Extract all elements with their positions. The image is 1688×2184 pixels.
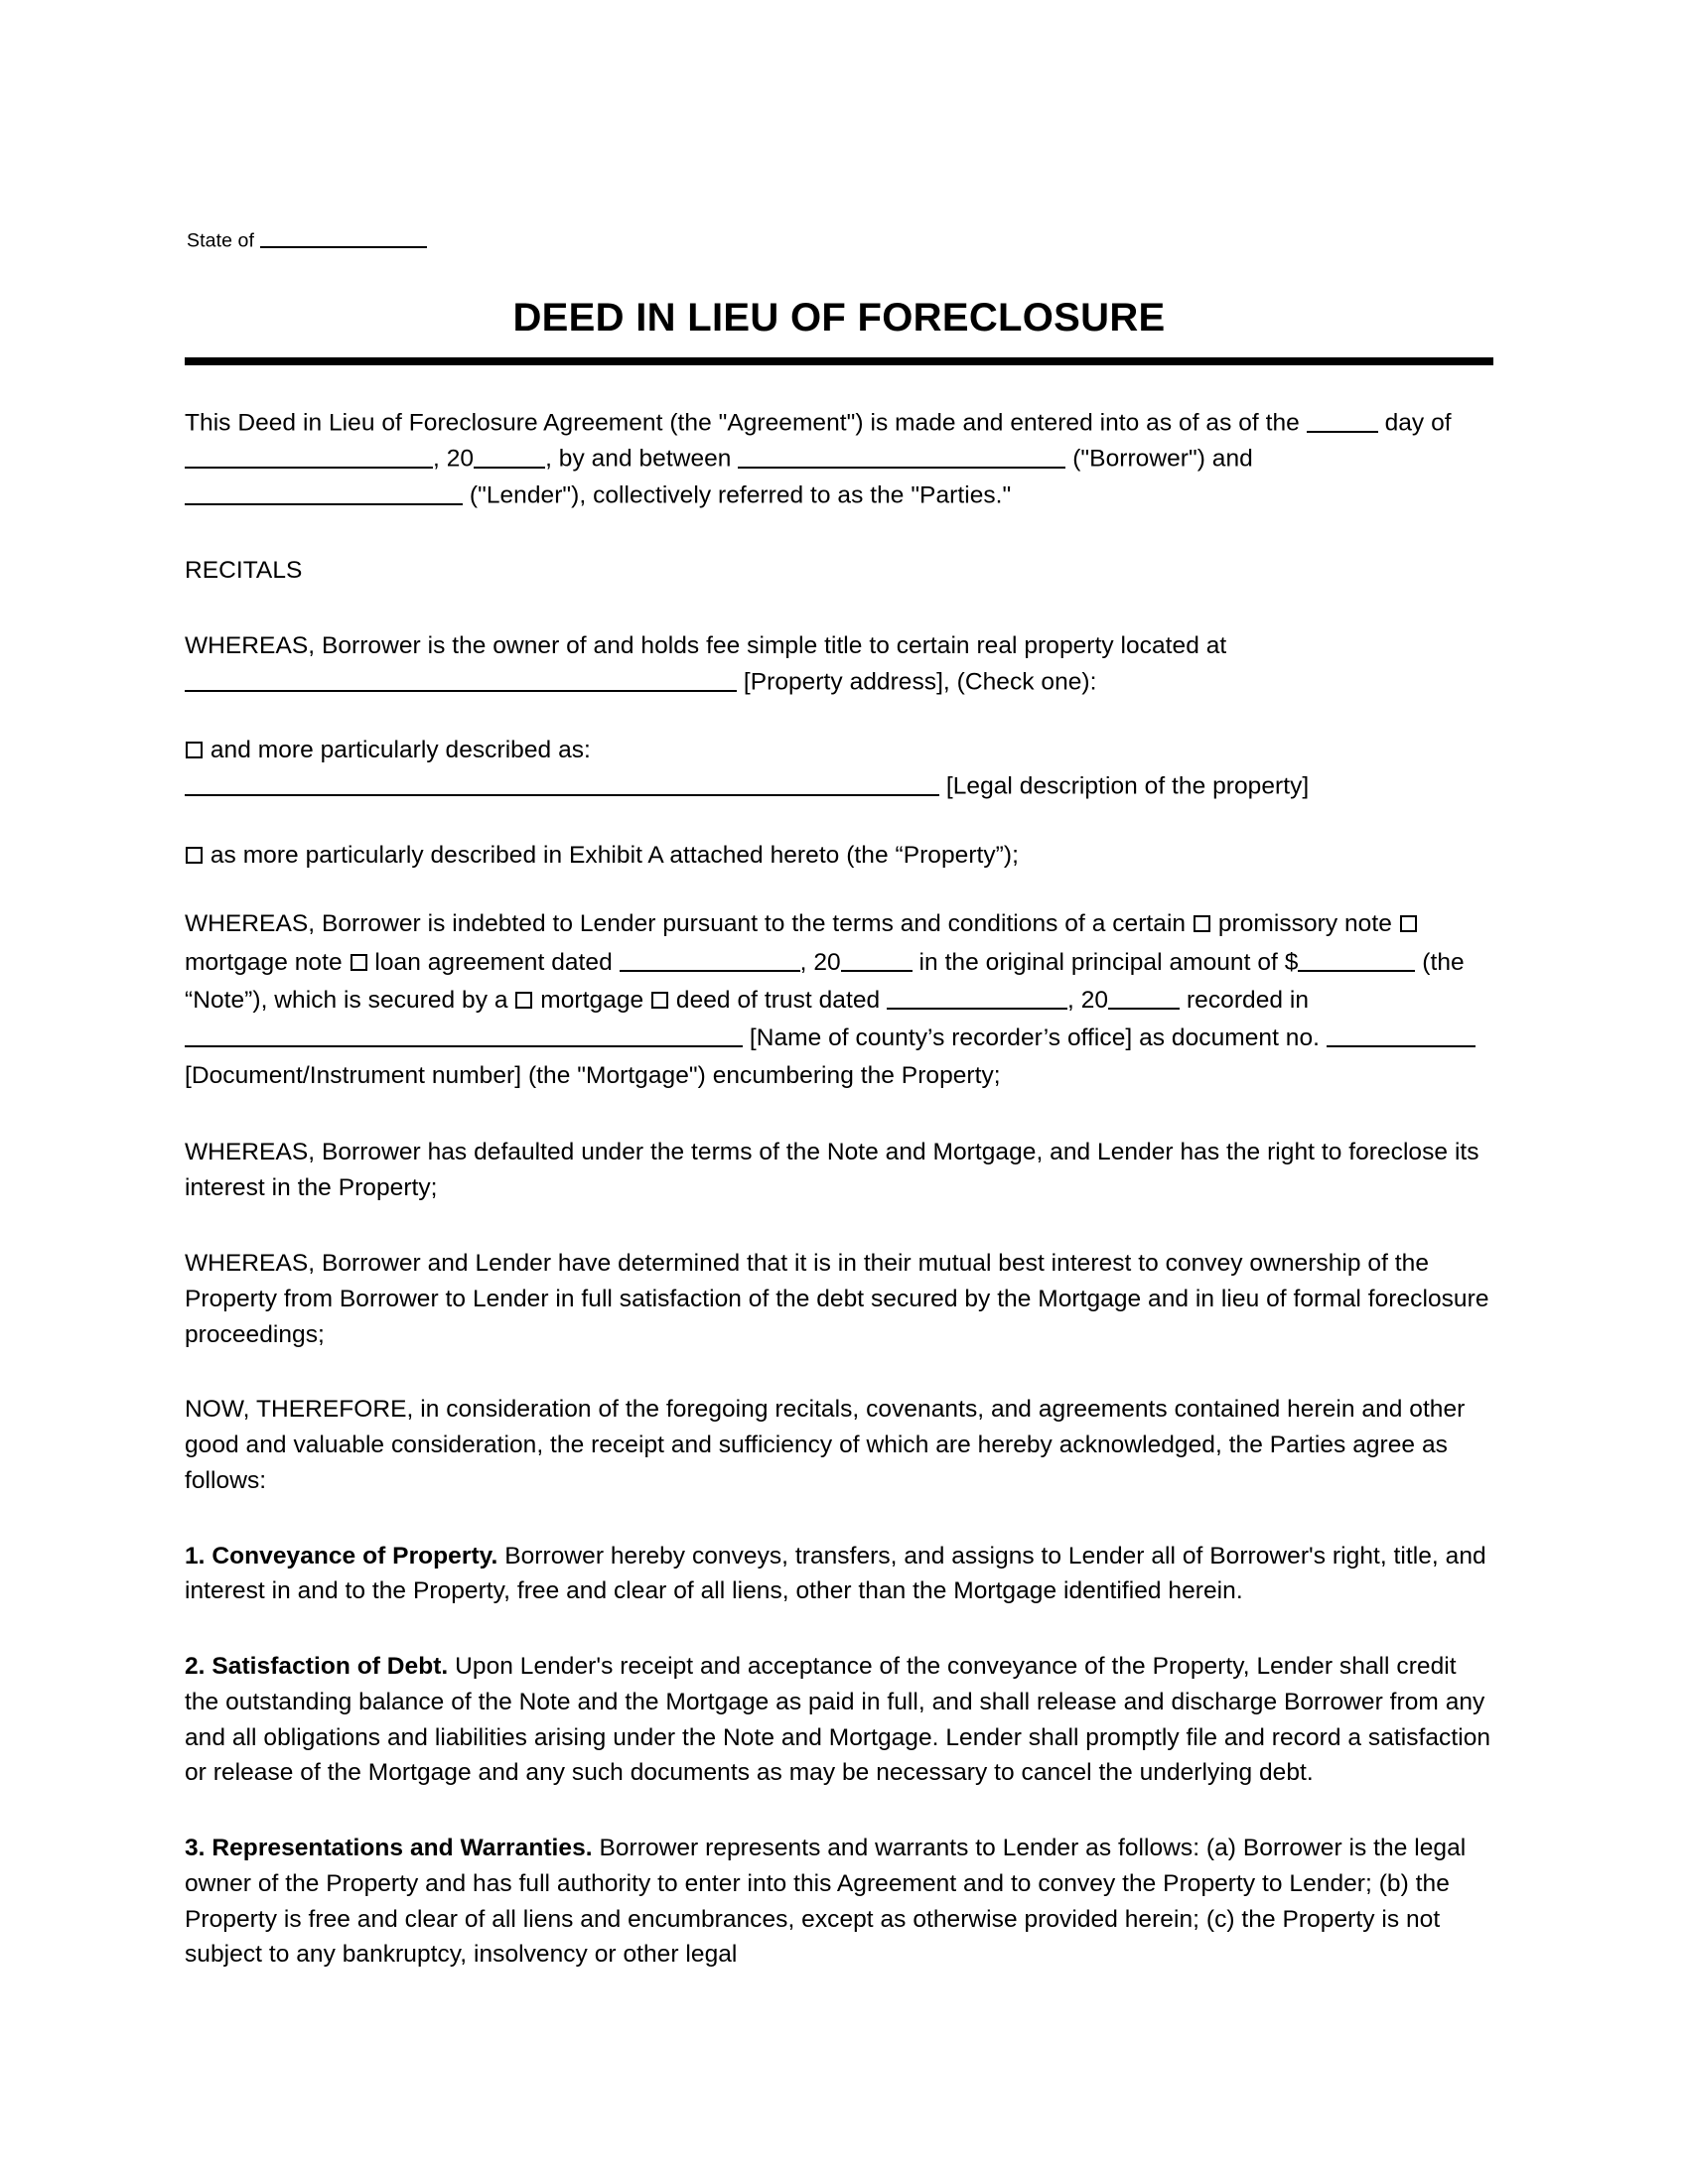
borrower-name-blank-field[interactable] (738, 441, 1065, 469)
recorder-office-blank-field[interactable] (185, 1020, 743, 1047)
intro-segment-7: ("Lender"), collectively referred to as the "Parties." (469, 481, 1012, 509)
spacer (185, 1095, 1493, 1135)
recital-2-segment-4: loan agreement dated (374, 948, 613, 976)
recital-paragraph-2 (185, 905, 1493, 1095)
document-number-blank-field[interactable] (1327, 1020, 1476, 1047)
loan-year-blank-field[interactable] (841, 944, 913, 972)
section-1 (185, 1539, 1493, 1610)
mortgage-date-blank-field[interactable] (887, 982, 1067, 1010)
spacer (185, 873, 1493, 905)
checkbox-icon[interactable] (651, 992, 668, 1009)
section-1-heading: 1. Conveyance of Property. (185, 1542, 498, 1570)
principal-amount-blank-field[interactable] (1298, 944, 1415, 972)
checkbox-icon[interactable] (186, 742, 203, 758)
section-1-body: Borrower hereby conveys, transfers, and assigns to Lender all of Borrower's right, title, and interest in and to the Property, free and clear of all liens, other than the Mortgage identified herein. (185, 1542, 1486, 1605)
year-blank-field[interactable] (474, 441, 545, 469)
intro-segment-3: , 20 (433, 446, 475, 474)
recital-2-segment-11: , 20 (1067, 986, 1109, 1014)
recital-2-segment-2: promissory note (1217, 910, 1392, 938)
checkbox-icon[interactable] (1194, 915, 1210, 932)
intro-paragraph (185, 405, 1493, 513)
intro-segment-1: This Deed in Lieu of Foreclosure Agreement (the "Agreement") is made and entered into as of as of the (185, 409, 1300, 437)
lender-name-blank-field[interactable] (185, 478, 463, 505)
checkbox-icon[interactable] (515, 992, 532, 1009)
spacer (185, 700, 1493, 733)
intro-segment-6: and (1211, 446, 1253, 474)
mortgage-year-blank-field[interactable] (1108, 982, 1180, 1010)
section-3-heading: 3. Representations and Warranties. (185, 1835, 593, 1862)
legal-description-label: [Legal description of the property] (945, 772, 1310, 800)
recital-2-segment-5: , 20 (799, 948, 841, 976)
recital-2-segment-8: (the “Note”), which is secured by a (185, 948, 1465, 1014)
property-address-blank-field[interactable] (185, 664, 737, 692)
checkbox-option-1-label: and more particularly described as: (210, 737, 591, 764)
recital-paragraph-4: WHEREAS, Borrower and Lender have determined that it is in their mutual best interest to convey ownership of the Property from Borrower to Lender in full satisfaction of the debt secured by the Mortgage and in lieu of formal foreclosure proceedings; (185, 1249, 1489, 1348)
recital-2-segment-7: principal amount of $ (1070, 948, 1299, 976)
month-blank-field[interactable] (185, 441, 433, 469)
spacer (185, 589, 1493, 628)
recital-2-segment-16: "Mortgage") encumbering the Property; (577, 1062, 1001, 1090)
state-of-label: State of (187, 229, 255, 252)
intro-segment-5: ("Borrower") (1072, 446, 1205, 474)
checkbox-icon[interactable] (1400, 915, 1417, 932)
checkbox-icon[interactable] (351, 954, 367, 971)
section-2-body: Upon Lender's receipt and acceptance of the conveyance of the Property, Lender shall credit the outstanding balance of the Note and the Mortgage as paid in full, and shall release and discharge Borrower from any and all obligations and liabilities arising under the Note and Mortgage. Lender shall promptly file and record a satisfaction or release of the Mortgage and any such documents as may be necessary to cancel the underlying debt. (185, 1653, 1491, 1787)
section-2-heading: 2. Satisfaction of Debt. (185, 1653, 449, 1681)
checkbox-option-1 (185, 733, 1493, 804)
document-content (185, 226, 1493, 1973)
section-3 (185, 1831, 1493, 1973)
recital-2-segment-1: WHEREAS, Borrower is indebted to Lender pursuant to the terms and conditions of a certain (185, 910, 1187, 938)
spacer (185, 1791, 1493, 1831)
title-divider (185, 357, 1493, 365)
spacer (185, 1206, 1493, 1246)
intro-segment-4: , by and between (545, 446, 732, 474)
day-blank-field[interactable] (1307, 405, 1378, 433)
section-3-body: Borrower represents and warrants to Lender as follows: (a) Borrower is the legal owner of the Property and has full authority to enter into this Agreement and to convey the Property to Lender; (b) the Property is free and clear of all liens and encumbrances, except as otherwise provided herein; (c) the Property is not subject to any bankruptcy, insolvency or other legal (185, 1835, 1467, 1969)
checkbox-icon[interactable] (186, 847, 203, 864)
recital-2-segment-9: mortgage (540, 986, 644, 1014)
loan-date-blank-field[interactable] (620, 944, 800, 972)
checkbox-option-2 (185, 838, 1493, 874)
recitals-heading: RECITALS (185, 557, 303, 585)
spacer (185, 1499, 1493, 1539)
state-blank-field[interactable] (260, 226, 427, 248)
spacer (185, 1352, 1493, 1392)
legal-description-blank-field[interactable] (185, 768, 939, 796)
recital-2-segment-12: recorded in (1186, 986, 1310, 1014)
spacer (185, 365, 1493, 405)
recital-2-segment-13: [Name of (749, 1024, 849, 1051)
intro-segment-2: day of (1384, 409, 1452, 437)
recital-2-segment-3: mortgage note (185, 948, 343, 976)
state-of-line (187, 226, 1493, 253)
recital-paragraph-1 (185, 628, 1493, 700)
recital-2-segment-10: deed of trust dated (675, 986, 881, 1014)
recital-2-segment-6: in the original (918, 948, 1065, 976)
recital-2-segment-15: [Document/Instrument number] (the (185, 1062, 571, 1090)
recital-1-segment-2: [Property address], (Check one): (743, 668, 1097, 696)
now-therefore-paragraph: NOW, THEREFORE, in consideration of the foregoing recitals, covenants, and agreements contained herein and other good and valuable consideration, the receipt and sufficiency of which are hereby acknowledged, the Parties agree as follows: (185, 1396, 1466, 1494)
recital-paragraph-3: WHEREAS, Borrower has defaulted under the terms of the Note and Mortgage, and Lender has the right to foreclose its interest in the Property; (185, 1139, 1479, 1202)
spacer (185, 513, 1493, 553)
recital-1-segment-1: WHEREAS, Borrower is the owner of and holds fee simple title to certain real property located at (185, 632, 1227, 660)
spacer (185, 1609, 1493, 1649)
page-title: DEED IN LIEU OF FORECLOSURE (512, 295, 1166, 340)
checkbox-option-2-label: as more particularly described in Exhibit A attached hereto (the “Property”); (210, 841, 1019, 869)
section-2 (185, 1649, 1493, 1791)
spacer (185, 805, 1493, 838)
recital-2-segment-14: county’s recorder’s office] as document no. (855, 1024, 1320, 1051)
